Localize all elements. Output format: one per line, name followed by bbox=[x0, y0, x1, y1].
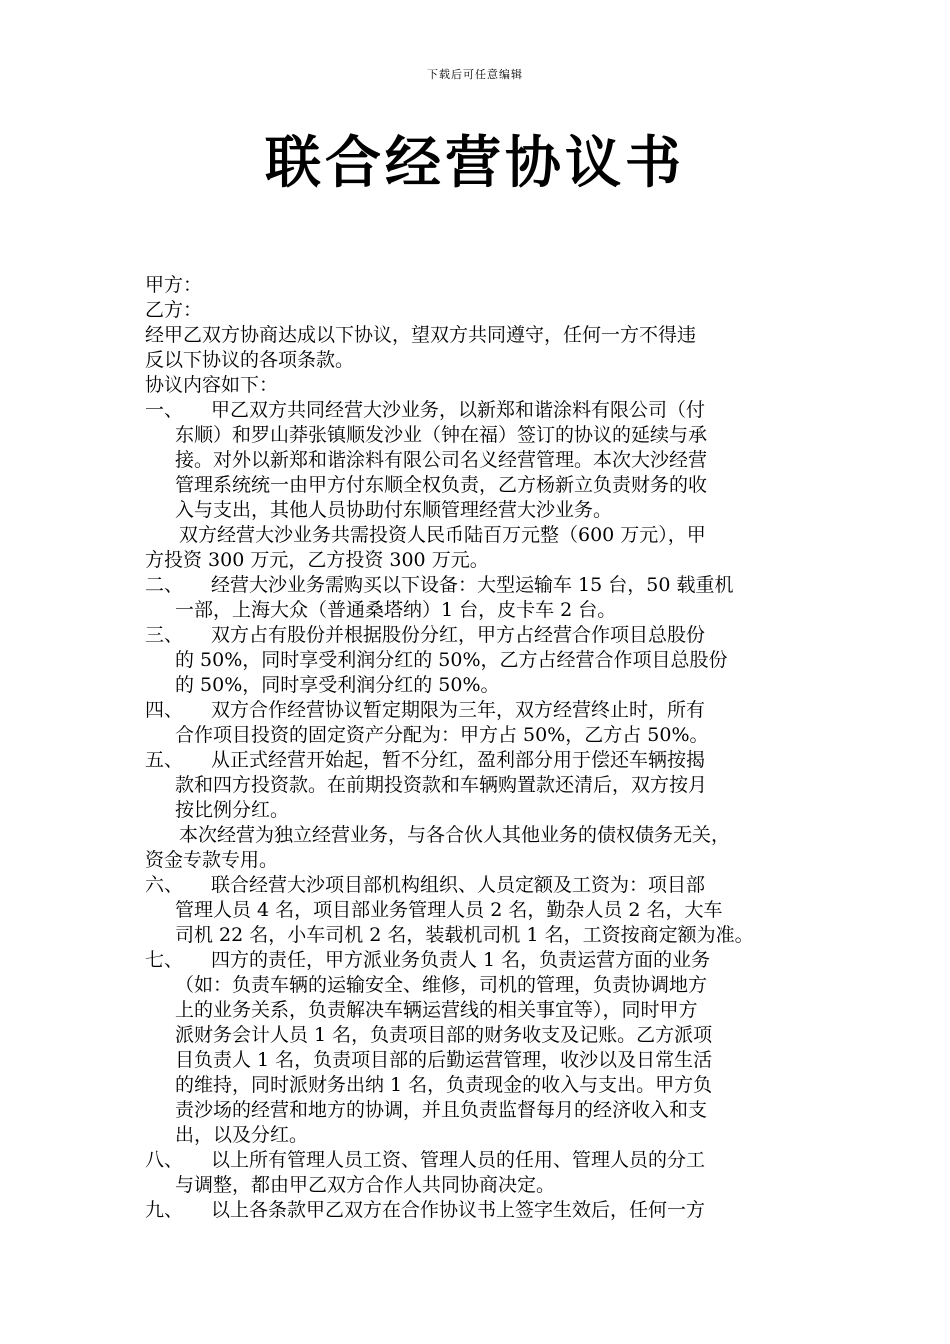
clause-number: 四、 bbox=[145, 699, 184, 721]
clause-line: 的 50%，同时享受利润分红的 50%。 bbox=[175, 674, 500, 696]
document-title: 联合经营协议书 bbox=[265, 130, 685, 196]
clause-text bbox=[175, 398, 817, 523]
clause-item bbox=[145, 1198, 817, 1223]
clause-line: 双方占有股份并根据股份分红，甲方占经营合作项目总股份 bbox=[211, 624, 706, 646]
clause-line: 入与支出，其他人员协助付东顺管理经营大沙业务。 bbox=[175, 499, 613, 521]
clause-line: 东顺）和罗山莽张镇顺发沙业（钟在福）签订的协议的延续与承 bbox=[175, 424, 708, 446]
clause-item bbox=[145, 398, 817, 523]
clause-text bbox=[211, 1198, 817, 1223]
content-heading: 协议内容如下： bbox=[145, 374, 279, 396]
clause-text bbox=[175, 623, 817, 698]
clause-number: 一、 bbox=[145, 399, 184, 421]
clause-item bbox=[145, 1148, 817, 1198]
clause-line: 从正式经营开始起，暂不分红，盈利部分用于偿还车辆按揭 bbox=[211, 749, 706, 771]
page-header: 下载后可任意编辑 bbox=[427, 68, 523, 81]
clause-number: 三、 bbox=[145, 624, 184, 646]
clause-line: 派财务会计人员 1 名，负责项目部的财务收支及记账。乙方派项 bbox=[175, 1024, 713, 1046]
clause-item bbox=[145, 573, 817, 623]
clause-line: 管理系统统一由甲方付东顺全权负责，乙方杨新立负责财务的收 bbox=[175, 474, 708, 496]
clause-line: 经营大沙业务需购买以下设备：大型运输车 15 台，50 载重机 bbox=[211, 574, 734, 596]
clause-line: 甲乙双方共同经营大沙业务，以新郑和谐涂料有限公司（付 bbox=[211, 399, 706, 421]
clause-line: 出，以及分红。 bbox=[175, 1124, 309, 1146]
clause-number: 九、 bbox=[145, 1199, 184, 1221]
clause-paragraph-line: 双方经营大沙业务共需投资人民币陆百万元整（600 万元），甲 bbox=[179, 524, 706, 546]
clause-line: 合作项目投资的固定资产分配为：甲方占 50%，乙方占 50%。 bbox=[175, 724, 709, 746]
clause-line: 以上各条款甲乙双方在合作协议书上签字生效后，任何一方 bbox=[211, 1199, 706, 1221]
clause-line: 目负责人 1 名，负责项目部的后勤运营管理，收沙以及日常生活 bbox=[175, 1049, 713, 1071]
clause-line: 接。对外以新郑和谐涂料有限公司名义经营管理。本次大沙经营 bbox=[175, 449, 708, 471]
document-body bbox=[145, 273, 817, 1223]
clause-text bbox=[175, 948, 817, 1148]
clause-item bbox=[145, 948, 817, 1148]
clause-line: 以上所有管理人员工资、管理人员的任用、管理人员的分工 bbox=[211, 1149, 706, 1171]
clause-number: 八、 bbox=[145, 1149, 184, 1171]
clause-text bbox=[175, 748, 817, 823]
clause-line: 按比例分红。 bbox=[175, 799, 290, 821]
clause-line: 的 50%，同时享受利润分红的 50%，乙方占经营合作项目总股份 bbox=[175, 649, 728, 671]
clause-text bbox=[175, 1148, 817, 1198]
party-a-label: 甲方： bbox=[145, 274, 203, 296]
clause-line: 四方的责任，甲方派业务负责人 1 名，负责运营方面的业务 bbox=[211, 949, 711, 971]
clause-paragraph-line: 本次经营为独立经营业务，与各合伙人其他业务的债权债务无关， bbox=[179, 824, 731, 846]
clause-line: 责沙场的经营和地方的协调，并且负责监督每月的经济收入和支 bbox=[175, 1099, 708, 1121]
clause-line: 的维持，同时派财务出纳 1 名，负责现金的收入与支出。甲方负 bbox=[175, 1074, 713, 1096]
clause-line: 款和四方投资款。在前期投资款和车辆购置款还清后，双方按月 bbox=[175, 774, 708, 796]
clause-text bbox=[175, 698, 817, 748]
clause-item bbox=[145, 623, 817, 698]
clause-paragraph-line: 资金专款专用。 bbox=[145, 849, 279, 871]
clause-text bbox=[175, 873, 817, 948]
clause-item bbox=[145, 748, 817, 823]
intro-line: 反以下协议的各项条款。 bbox=[145, 349, 355, 371]
clause-line: 司机 22 名，小车司机 2 名，装载机司机 1 名，工资按商定额为准。 bbox=[175, 924, 754, 946]
clause-line: 与调整，都由甲乙双方合作人共同协商决定。 bbox=[175, 1174, 556, 1196]
clause-number: 七、 bbox=[145, 949, 184, 971]
party-b-label: 乙方： bbox=[145, 299, 203, 321]
clause-text bbox=[175, 573, 817, 623]
clause-number: 五、 bbox=[145, 749, 184, 771]
clause-line: 联合经营大沙项目部机构组织、人员定额及工资为：项目部 bbox=[211, 874, 706, 896]
intro-line: 经甲乙双方协商达成以下协议，望双方共同遵守，任何一方不得违 bbox=[145, 324, 697, 346]
clause-list bbox=[145, 398, 817, 1223]
clause-paragraph-line: 方投资 300 万元，乙方投资 300 万元。 bbox=[145, 549, 489, 571]
clause-item bbox=[145, 873, 817, 948]
clause-line: 管理人员 4 名，项目部业务管理人员 2 名，勤杂人员 2 名，大车 bbox=[175, 899, 723, 921]
clause-number: 六、 bbox=[145, 874, 184, 896]
clause-item bbox=[145, 698, 817, 748]
clause-line: 双方合作经营协议暂定期限为三年，双方经营终止时，所有 bbox=[211, 699, 706, 721]
clause-line: （如：负责车辆的运输安全、维修，司机的管理，负责协调地方 bbox=[175, 974, 708, 996]
clause-line: 一部，上海大众（普通桑塔纳）1 台，皮卡车 2 台。 bbox=[175, 599, 617, 621]
clause-number: 二、 bbox=[145, 574, 184, 596]
clause-line: 上的业务关系，负责解决车辆运营线的相关事宜等），同时甲方 bbox=[175, 999, 698, 1021]
